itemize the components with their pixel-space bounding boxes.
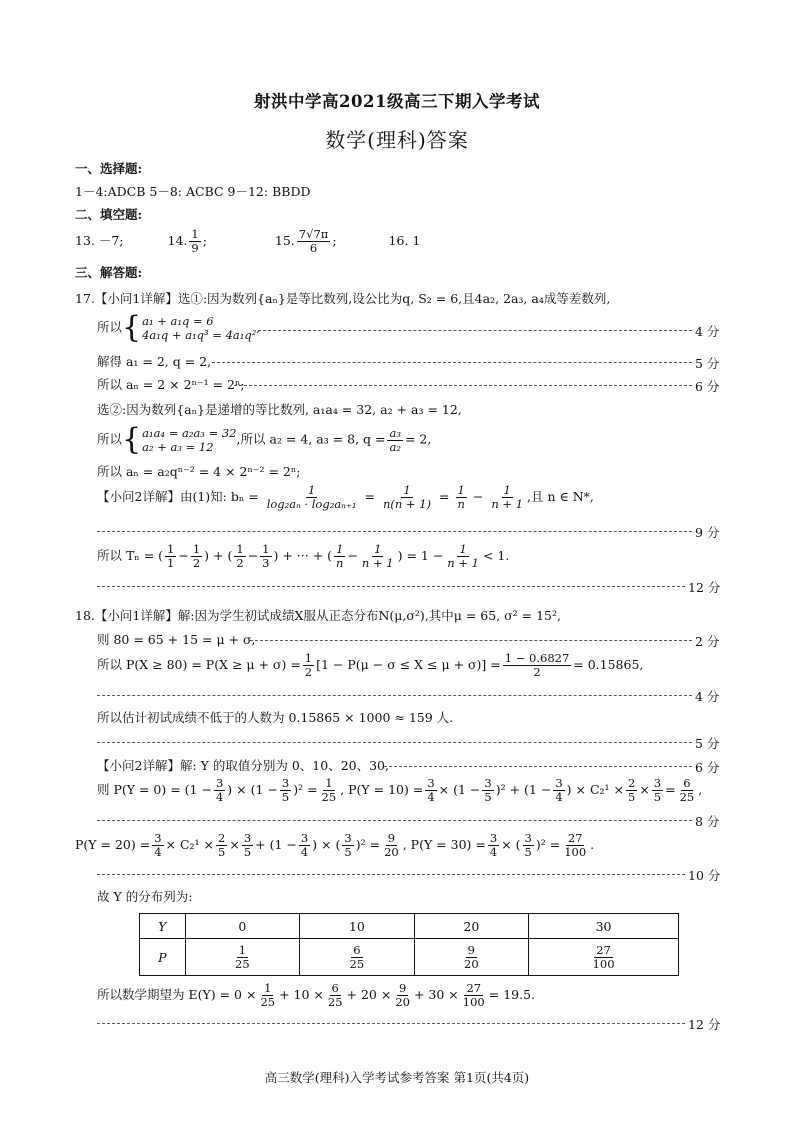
score-2: 2 分: [695, 634, 720, 649]
table-row-label: Y: [140, 914, 186, 939]
table-cell: $\frac{9}{20}$: [414, 939, 528, 976]
school-exam-title: 射洪中学高2021级高三下期入学考试: [254, 92, 540, 111]
q18-expectation: 所以数学期望为 E(Y) = 0 × $\frac{1}{25}$ + 10 × $\frac{6}{25}$ + 20 × $\frac{9}{20}$ + 30 × $\frac{27}{100}$ = 19.5.: [97, 981, 536, 1009]
score-12: 12 分: [688, 580, 721, 595]
table-cell: 20: [414, 914, 528, 939]
fill-heading: 二、填空题:: [75, 207, 143, 222]
fill-15-fraction: $\frac{7√7\pi}{6}$: [298, 227, 329, 255]
dash-leader: [384, 766, 692, 767]
fill-answers: 13. －7; 14. $\frac{1}{9}$ ; 15. $\frac{7√7\pi}{6}$ ; 16. 1: [75, 227, 421, 255]
dash-leader: [97, 742, 692, 743]
score-12: 12 分: [688, 1017, 721, 1032]
table-cell: 30: [529, 914, 679, 939]
table-row: [140, 914, 679, 939]
choice-heading: 一、选择题:: [75, 161, 143, 176]
fill-14-prefix: 14.: [167, 233, 188, 248]
dash-leader: [97, 531, 692, 532]
score-6: 6 分: [695, 379, 720, 394]
q18-intro: 18.【小问1详解】解:因为学生初试成绩X服从正态分布N(μ,σ²),其中μ = 65, σ² = 15²,: [75, 608, 561, 623]
score-9: 9 分: [695, 525, 720, 540]
q17-solve-line: 解得 a₁ = 2, q = 2,: [97, 354, 212, 369]
q17-an2-line: 所以 aₙ = a₂qⁿ⁻² = 4 × 2ⁿ⁻² = 2ⁿ;: [97, 464, 301, 479]
table-cell: $\frac{1}{25}$: [185, 939, 299, 976]
dash-leader: [250, 640, 692, 641]
table-cell: $\frac{27}{100}$: [529, 939, 679, 976]
dash-leader: [212, 362, 692, 363]
q17-system1: 所以 { a₁ + a₁q = 6 4a₁q + a₁q³ = 4a₁q² ,: [97, 310, 261, 345]
dash-leader: [97, 874, 685, 875]
dash-leader: [258, 330, 692, 331]
page-footer: 高三数学(理科)入学考试参考答案 第1页(共4页): [264, 1070, 530, 1085]
dash-leader: [97, 586, 685, 587]
q18-p-line: 所以 P(X ≥ 80) = P(X ≥ μ + σ) = $\frac{1}{2}$ [1 − P(μ − σ ≤ X ≤ μ + σ)] = $\frac{1 - 0.6827}{2}$ = 0.15865,: [97, 651, 644, 679]
q17-tn-line: 所以 Tₙ = ( $\frac{1}{1}$ − $\frac{1}{2}$ ) + ( $\frac{1}{2}$ − $\frac{1}{3}$ ) + ··· + ( $\frac{1}{n}$ − $\frac{1}{n + 1}$ ) = 1 − $\frac{1}{n + 1}$ < 1.: [97, 542, 510, 570]
dash-leader: [97, 820, 692, 821]
dash-leader: [97, 1023, 685, 1024]
q18-py20-py30: P(Y = 20) = $\frac{3}{4}$ × C₂¹ × $\frac{2}{5}$ × $\frac{3}{5}$ + (1 − $\frac{3}{4}$ ) × ( $\frac{3}{5}$ )² = $\frac{9}{20}$ , P(Y = 30) = $\frac{3}{4}$ × ( $\frac{3}{5}$ )² = $\frac{27}{100}$ .: [75, 831, 595, 859]
table-row-label: P: [140, 939, 186, 976]
table-row: [140, 939, 679, 976]
score-5: 5 分: [695, 736, 720, 751]
score-4: 4 分: [695, 324, 720, 339]
distribution-table: [139, 913, 679, 976]
q18-py0-py10: 则 P(Y = 0) = (1 − $\frac{3}{4}$ ) × (1 − $\frac{3}{5}$ )² = $\frac{1}{25}$ , P(Y = 10) = $\frac{3}{4}$ × (1 − $\frac{3}{5}$ )² + (1 − $\frac{3}{4}$ ) × C₂¹ × $\frac{2}{5}$ × $\frac{3}{5}$ = $\frac{6}{25}$ ,: [97, 776, 703, 804]
table-cell: 0: [185, 914, 299, 939]
q17-part2-line: 【小问2详解】由(1)知: bₙ = $\frac{1}{\text{log₂aₙ · log₂aₙ₊₁}}$ = $\frac{1}{n(n + 1)}$ = $\frac{1}{n}$ − $\frac{1}{n + 1}$ ,且 n ∈ N*,: [97, 483, 594, 511]
q17-an-line: 所以 aₙ = 2 × 2ⁿ⁻¹ = 2ⁿ;: [97, 377, 245, 392]
fill-13: 13. －7;: [75, 233, 124, 248]
q18-part2-intro: 【小问2详解】解: Y 的取值分别为 0、10、20、30,: [97, 758, 389, 773]
subject-answer-title: 数学(理科)答案: [325, 128, 469, 152]
q18-line80: 则 80 = 65 + 15 = μ + σ,: [97, 632, 256, 647]
solve-heading: 三、解答题:: [75, 265, 143, 280]
score-10: 10 分: [688, 868, 721, 883]
q17-option2: 选②:因为数列{aₙ}是递增的等比数列, a₁a₄ = 32, a₂ + a₃ = 12,: [97, 402, 462, 417]
fill-16: 16. 1: [388, 233, 421, 248]
q18-dist-intro: 故 Y 的分布列为:: [97, 889, 193, 904]
table-cell: $\frac{6}{25}$: [300, 939, 414, 976]
choice-answers: 1－4:ADCB 5－8: ACBC 9－12: BBDD: [75, 184, 311, 199]
score-8: 8 分: [695, 814, 720, 829]
fill-14-fraction: $\frac{1}{9}$: [191, 227, 199, 255]
score-4: 4 分: [695, 689, 720, 704]
q18-estimate: 所以估计初试成绩不低于的人数为 0.15865 × 1000 ≈ 159 人.: [97, 710, 454, 725]
dash-leader: [97, 695, 692, 696]
fill-15-prefix: 15.: [274, 233, 295, 248]
score-6: 6 分: [695, 760, 720, 775]
q17-intro: 17.【小问1详解】选①:因为数列{aₙ}是等比数列,设公比为q, S₂ = 6,且4a₂, 2a₃, a₄成等差数列,: [75, 291, 611, 306]
dash-leader: [234, 385, 692, 386]
score-5: 5 分: [695, 356, 720, 371]
q17-system2: 所以 { a₁a₄ = a₂a₃ = 32 a₂ + a₃ = 12 ,所以 a₂ = 4, a₃ = 8, q = $\frac{\text{a₃}}{\text{a₂}}$ = 2,: [97, 422, 432, 457]
table-cell: 10: [300, 914, 414, 939]
